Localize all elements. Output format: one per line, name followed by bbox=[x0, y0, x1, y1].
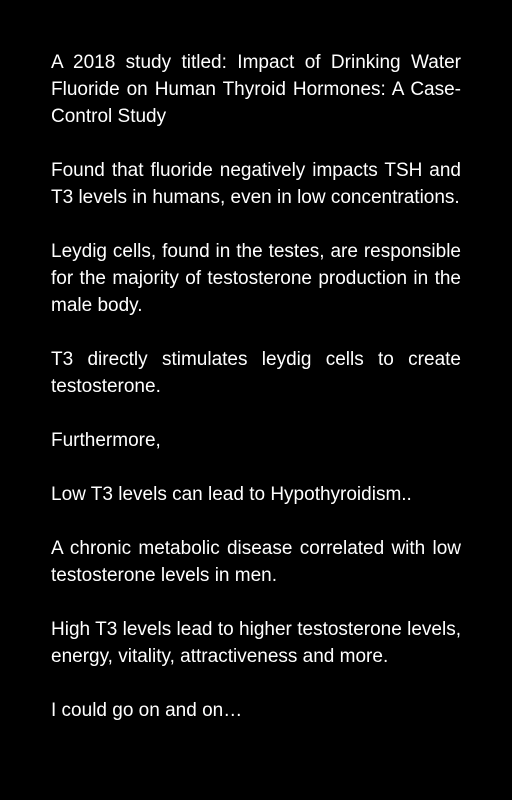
paragraph-chronic-disease: A chronic metabolic disease correlated with low testosterone levels in men. bbox=[51, 538, 461, 586]
paragraph-closing: I could go on and on… bbox=[51, 700, 243, 721]
paragraph-high-t3: High T3 levels lead to higher testosterone levels, energy, vitality, attractiveness and more. bbox=[51, 619, 461, 667]
paragraph-furthermore: Furthermore, bbox=[51, 430, 161, 451]
paragraph-t3-stimulates: T3 directly stimulates leydig cells to create testosterone. bbox=[51, 349, 461, 397]
paragraph-fluoride-finding: Found that fluoride negatively impacts TSH and T3 levels in humans, even in low concentrations. bbox=[51, 160, 461, 208]
paragraph-study-title: A 2018 study titled: Impact of Drinking Water Fluoride on Human Thyroid Hormones: A Case-Control Study bbox=[51, 52, 461, 127]
paragraph-leydig-cells: Leydig cells, found in the testes, are responsible for the majority of testosterone production in the male body. bbox=[51, 241, 461, 316]
paragraph-low-t3: Low T3 levels can lead to Hypothyroidism.. bbox=[51, 484, 412, 505]
text-block bbox=[51, 49, 461, 724]
